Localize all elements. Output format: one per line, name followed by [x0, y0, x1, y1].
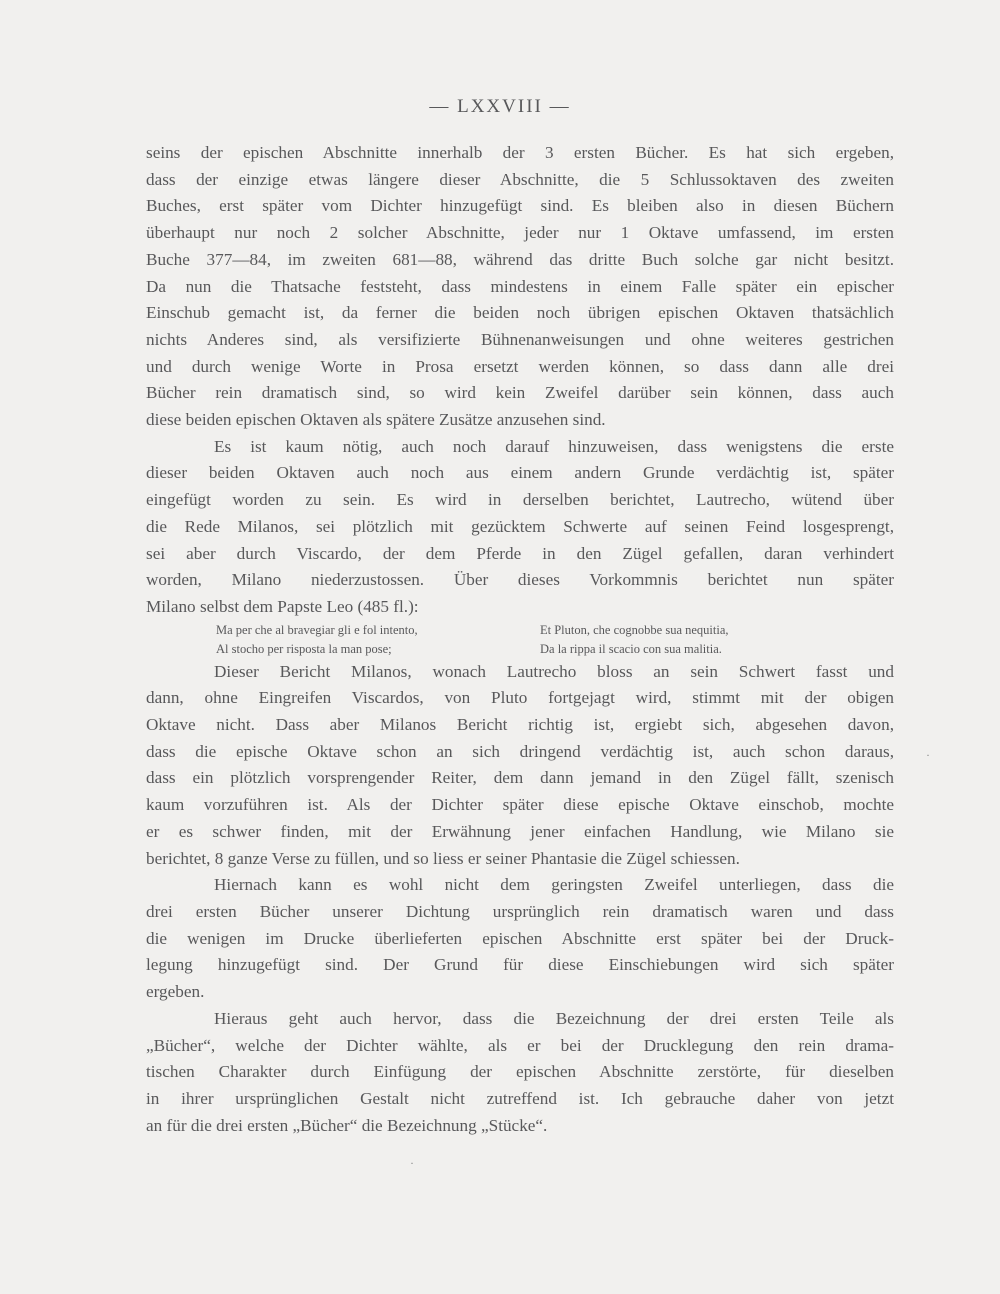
text-line: die Rede Milanos, sei plötzlich mit gezücktem Schwerte auf seinen Feind losgesprengt, [146, 516, 894, 536]
text-line: worden, Milano niederzustossen. Über dieses Vorkommnis berichtet nun später [146, 570, 894, 590]
text-line: Hiernach kann es wohl nicht dem geringsten Zweifel unterliegen, dass die [214, 875, 894, 895]
text-line: „Bücher“, welche der Dichter wählte, als er bei der Drucklegung den rein drama- [146, 1035, 894, 1055]
text-line: nichts Anderes sind, als versifizierte Bühnenanweisungen und ohne weiteres gestrichen [146, 329, 894, 349]
text-line: Milano selbst dem Papste Leo (485 fl.): [146, 596, 419, 616]
text-line: Bücher rein dramatisch sind, so wird kein Zweifel darüber sein können, dass auch [146, 383, 894, 403]
text-line: dass die epische Oktave schon an sich dringend verdächtig ist, auch schon daraus, [146, 741, 894, 761]
text-line: Oktave nicht. Dass aber Milanos Bericht richtig ist, ergiebt sich, abgesehen davon, [146, 715, 894, 735]
text-line: kaum vorzuführen ist. Als der Dichter später diese epische Oktave einschob, mochte [146, 795, 894, 815]
text-line: in ihrer ursprünglichen Gestalt nicht zutreffend ist. Ich gebrauche daher von jetzt [146, 1088, 894, 1108]
verse-quotation [216, 621, 826, 659]
text-line: Dieser Bericht Milanos, wonach Lautrecho bloss an sein Schwert fasst und [214, 661, 894, 681]
paragraph-3 [146, 659, 894, 873]
text-line: Hieraus geht auch hervor, dass die Bezeichnung der drei ersten Teile als [214, 1008, 894, 1028]
text-line: und durch wenige Worte in Prosa ersetzt werden können, so dass dann alle drei [146, 356, 894, 376]
paragraph-1 [146, 140, 894, 434]
page-number-header: — LXXVIII — [429, 96, 571, 117]
text-line: an für die drei ersten „Bücher“ die Bezeichnung „Stücke“. [146, 1115, 548, 1135]
verse-column-left [216, 621, 502, 659]
text-line: dass ein plötzlich vorsprengender Reiter, dem dann jemand in den Zügel fällt, szenisch [146, 768, 894, 788]
text-line: sei aber durch Viscardo, der dem Pferde in den Zügel gefallen, daran verhindert [146, 543, 894, 563]
paragraph-5 [146, 1006, 894, 1140]
text-line: diese beiden epischen Oktaven als spätere Zusätze anzusehen sind. [146, 410, 606, 430]
text-line: Buche 377—84, im zweiten 681—88, während das dritte Buch solche gar nicht besitzt. [146, 249, 894, 269]
text-line: berichtet, 8 ganze Verse zu füllen, und so liess er seiner Phantasie die Zügel schiessen. [146, 848, 740, 868]
page-body [146, 140, 894, 1139]
text-line: legung hinzugefügt sind. Der Grund für diese Einschiebungen wird sich später [146, 955, 894, 975]
text-line: dieser beiden Oktaven auch noch aus einem andern Grunde verdächtig ist, später [146, 463, 894, 483]
text-line: ergeben. [146, 982, 205, 1002]
text-line: seins der epischen Abschnitte innerhalb der 3 ersten Bücher. Es hat sich ergeben, [146, 143, 894, 162]
text-line: Es ist kaum nötig, auch noch darauf hinzuweisen, dass wenigstens die erste [214, 436, 894, 456]
verse-line: Ma per che al bravegiar gli e fol intento, [216, 622, 418, 637]
text-line: die wenigen im Drucke überlieferten epischen Abschnitte erst später bei der Druck- [146, 928, 894, 948]
text-line: Buches, erst später vom Dichter hinzugefügt sind. Es bleiben also in diesen Büchern [146, 196, 894, 216]
verse-line: Et Pluton, che cognobbe sua nequitia, [540, 622, 729, 637]
ink-speck: · [926, 748, 930, 762]
text-line: überhaupt nur noch 2 solcher Abschnitte, jeder nur 1 Oktave umfassend, im ersten [146, 223, 894, 243]
text-line: drei ersten Bücher unserer Dichtung ursprünglich rein dramatisch waren und dass [146, 901, 894, 921]
text-line: tischen Charakter durch Einfügung der epischen Abschnitte zerstörte, für dieselben [146, 1062, 894, 1082]
text-line: eingefügt worden zu sein. Es wird in derselben berichtet, Lautrecho, wütend über [146, 490, 894, 510]
verse-line: Da la rippa il scacio con sua malitia. [540, 641, 722, 656]
text-line: Einschub gemacht ist, da ferner die beiden noch übrigen epischen Oktaven thatsächlich [146, 303, 894, 323]
text-line: Da nun die Thatsache feststeht, dass mindestens in einem Falle später ein epischer [146, 276, 894, 296]
ink-speck: · [410, 1156, 414, 1170]
text-line: dann, ohne Eingreifen Viscardos, von Pluto fortgejagt wird, stimmt mit der obigen [146, 688, 894, 708]
paragraph-2 [146, 434, 894, 621]
text-line: er es schwer finden, mit der Erwähnung jener einfachen Handlung, wie Milano sie [146, 821, 894, 841]
paragraph-4 [146, 872, 894, 1006]
verse-column-right [502, 621, 826, 659]
text-line: dass der einzige etwas längere dieser Abschnitte, die 5 Schlussoktaven des zweiten [146, 169, 894, 189]
verse-line: Al stocho per risposta la man pose; [216, 641, 392, 656]
